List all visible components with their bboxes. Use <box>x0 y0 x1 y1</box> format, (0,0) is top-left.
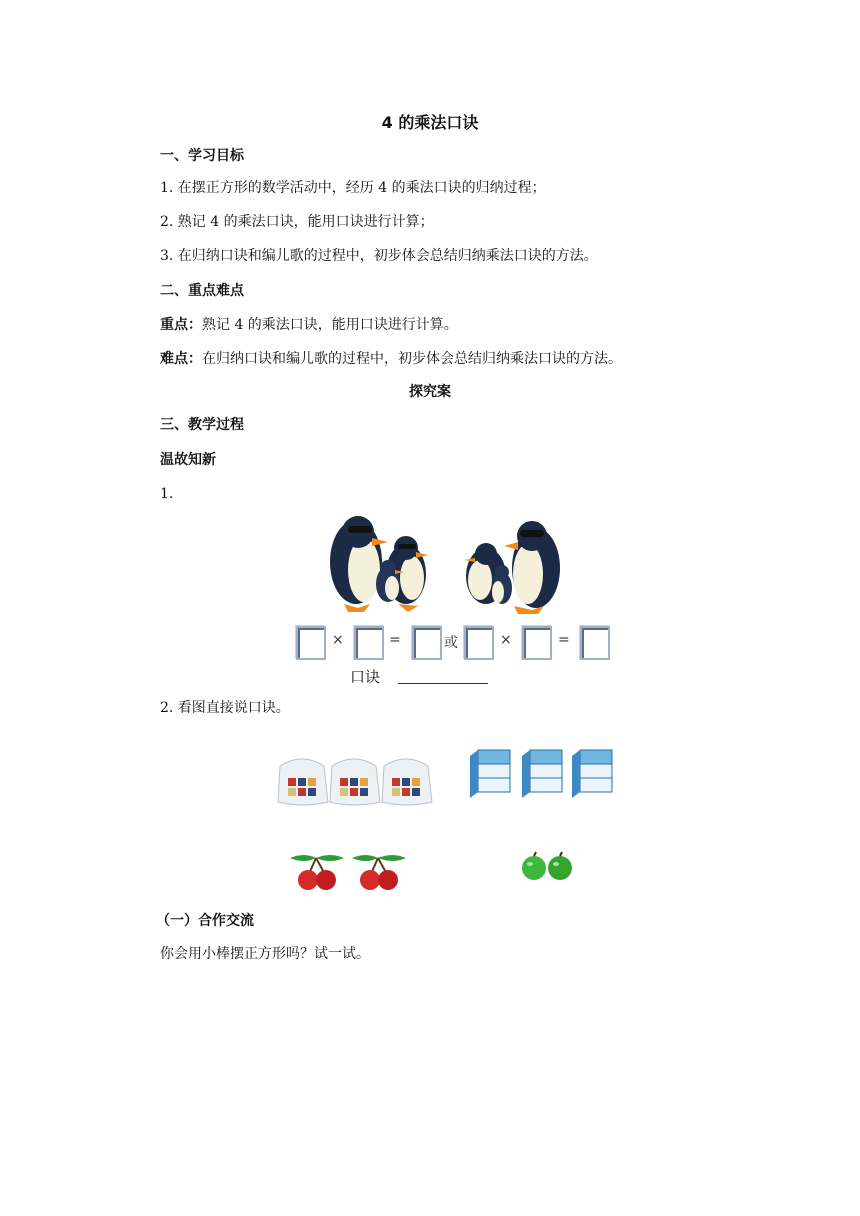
answer-box[interactable] <box>464 626 494 660</box>
question-1-label: 1. <box>160 486 174 502</box>
answer-box[interactable] <box>296 626 326 660</box>
multiplication-formula <box>292 624 618 664</box>
goal-item-1: 1. 在摆正方形的数学活动中，经历 4 的乘法口诀的归纳过程； <box>160 180 546 196</box>
difficulty-label: 难点： <box>160 351 202 367</box>
cherries-image <box>286 850 412 892</box>
koujue-answer-line[interactable] <box>398 683 488 684</box>
times-sign: × <box>332 632 344 648</box>
answer-box[interactable] <box>412 626 442 660</box>
answer-box[interactable] <box>354 626 384 660</box>
goal-item-3: 3. 在归纳口诀和编儿歌的过程中，初步体会总结归纳乘法口诀的方法。 <box>160 248 598 264</box>
key-point-label: 重点： <box>160 317 202 333</box>
equals-sign: = <box>558 632 570 648</box>
apples-image <box>516 850 582 882</box>
equals-sign: = <box>389 632 401 648</box>
answer-box[interactable] <box>580 626 610 660</box>
section-heading-key-points: 二、重点难点 <box>160 283 244 299</box>
page-title: 4 的乘法口诀 <box>381 113 479 132</box>
answer-box[interactable] <box>522 626 552 660</box>
explore-title: 探究案 <box>409 384 451 400</box>
coop-heading: （一）合作交流 <box>156 913 254 929</box>
key-point-line <box>160 315 458 335</box>
coop-text: 你会用小棒摆正方形吗？试一试。 <box>160 946 370 962</box>
section-heading-process: 三、教学过程 <box>160 417 244 433</box>
stacked-boxes-image <box>466 744 616 802</box>
section-heading-goals: 一、学习目标 <box>160 148 244 164</box>
times-sign: × <box>500 632 512 648</box>
key-point-text: 熟记 4 的乘法口诀，能用口诀进行计算。 <box>202 317 458 333</box>
difficulty-line <box>160 349 622 369</box>
bags-image <box>276 748 434 808</box>
question-2-label: 2. 看图直接说口诀。 <box>160 700 290 716</box>
penguins-image <box>318 512 568 620</box>
or-text: 或 <box>444 635 458 651</box>
difficulty-text: 在归纳口诀和编儿歌的过程中，初步体会总结归纳乘法口诀的方法。 <box>202 351 622 367</box>
koujue-label: 口诀 <box>350 668 381 686</box>
review-heading: 温故知新 <box>160 452 216 468</box>
goal-item-2: 2. 熟记 4 的乘法口诀，能用口诀进行计算； <box>160 214 434 230</box>
